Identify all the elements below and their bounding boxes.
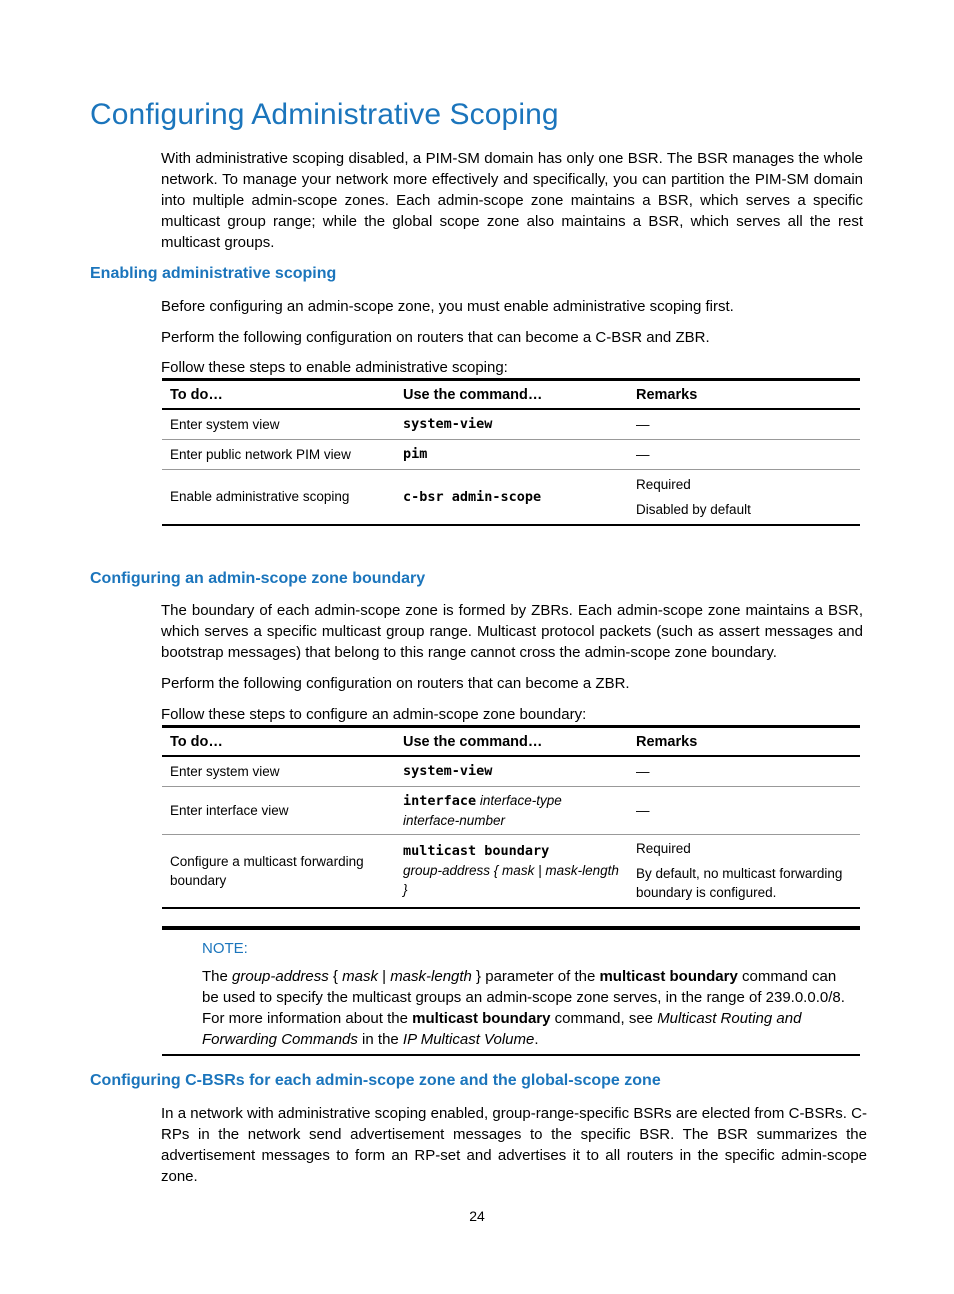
cell-todo: Enter public network PIM view [162,439,395,469]
col-header-command: Use the command… [395,380,628,410]
cell-command: system-view [395,409,628,439]
page-number: 24 [469,1208,485,1224]
table-row [162,834,860,908]
cell-remarks: — [628,439,860,469]
cell-remarks [628,834,860,908]
cell-command [395,834,628,908]
remark-line: Required [636,476,691,492]
note-text-part: | [377,968,391,985]
table-header-row [162,380,860,410]
note-text-part: command can be used to specify the multicast groups an admin-scope zone serves, in the range of 239.0.0.0/8. For more information about the [202,968,845,1027]
cell-command [395,786,628,834]
note-label: NOTE: [202,940,248,957]
cell-command: c-bsr admin-scope [395,469,628,525]
boundary-table [162,725,860,909]
cell-remarks: — [628,786,860,834]
table-row [162,756,860,786]
note-italic-part: IP Multicast Volume [402,1031,535,1048]
note-italic-part: Multicast Routing and Forwarding Commands [202,1010,802,1048]
sec1-paragraph-3: Follow these steps to enable administrative scoping: [161,359,508,376]
remark-line: By default, no multicast forwarding boundary is configured. [636,866,843,901]
remark-line: Disabled by default [636,501,751,517]
note-italic-part: mask-length [390,968,472,985]
note-text-part: { [328,968,343,985]
table-row [162,786,860,834]
command-args: group-address { mask | mask-length } [403,863,619,898]
command-keyword: interface [403,792,477,809]
sec1-paragraph-1: Before configuring an admin-scope zone, you must enable administrative scoping first. [161,298,734,315]
command-keyword: system-view [403,763,493,780]
cell-todo: Enable administrative scoping [162,469,395,525]
sec1-paragraph-2: Perform the following configuration on routers that can become a C-BSR and ZBR. [161,329,710,346]
remark-line: Required [636,841,691,857]
intro-paragraph: With administrative scoping disabled, a PIM-SM domain has only one BSR. The BSR manages the whole network. To manage your network more effectively and specifically, you can partition the PIM-SM domain into multiple admin-scope zones. Each admin-scope zone maintains a BSR, which serves a specific multicast group range; while the global scope zone also maintains a BSR, which serves all the rest multicast groups. [161,150,863,251]
table-row [162,409,860,439]
section-heading-enabling: Enabling administrative scoping [90,265,337,282]
sec2-paragraph-3: Follow these steps to configure an admin-scope zone boundary: [161,706,587,723]
cell-remarks: — [628,409,860,439]
cell-remarks [628,469,860,525]
enable-scoping-table [162,378,860,526]
col-header-todo: To do… [162,727,395,757]
cell-todo: Enter interface view [162,786,395,834]
sec3-paragraph-1: In a network with administrative scoping enabled, group-range-specific BSRs are elected from C-BSRs. C-RPs in the network send advertisement messages to the specific BSR. The BSR summarizes the advertisement messages to form an RP-set and advertises it to all routers in the specific admin-scope zone. [161,1105,867,1185]
col-header-remarks: Remarks [628,727,860,757]
note-bold-part: multicast boundary [599,968,738,985]
cell-todo: Configure a multicast forwarding boundary [162,834,395,908]
col-header-remarks: Remarks [628,380,860,410]
note-box [162,926,860,1056]
table-header-row [162,727,860,757]
note-bold-part: multicast boundary [412,1010,551,1027]
note-text-part: in the [357,1031,403,1048]
cell-command: pim [395,439,628,469]
page-title: Configuring Administrative Scoping [90,98,559,131]
note-text-part: The [202,968,233,985]
cell-todo: Enter system view [162,756,395,786]
note-text-part: . [534,1031,539,1048]
note-text-part: } parameter of the [471,968,600,985]
sec2-paragraph-1: The boundary of each admin-scope zone is formed by ZBRs. Each admin-scope zone maintains a BSR, which serves a specific multicast group range. Multicast protocol packets (such as assert messages and bootstrap messages) that belong to this range cannot cross the admin-scope zone boundary. [161,602,863,661]
section-heading-boundary: Configuring an admin-scope zone boundary [90,570,426,587]
command-keyword: multicast boundary [403,843,550,860]
note-italic-part: mask [342,968,378,985]
cell-command [395,756,628,786]
section-heading-cbsr: Configuring C-BSRs for each admin-scope zone and the global-scope zone [90,1072,661,1089]
table-row [162,439,860,469]
command-args: interface-type interface-number [403,792,562,828]
note-text [202,966,854,1050]
col-header-todo: To do… [162,380,395,410]
cell-todo: Enter system view [162,409,395,439]
table-row [162,469,860,525]
sec2-paragraph-2: Perform the following configuration on routers that can become a ZBR. [161,675,630,692]
note-text-part: command, see [550,1010,658,1027]
note-italic-part: group-address [232,968,329,985]
cell-remarks: — [628,756,860,786]
col-header-command: Use the command… [395,727,628,757]
